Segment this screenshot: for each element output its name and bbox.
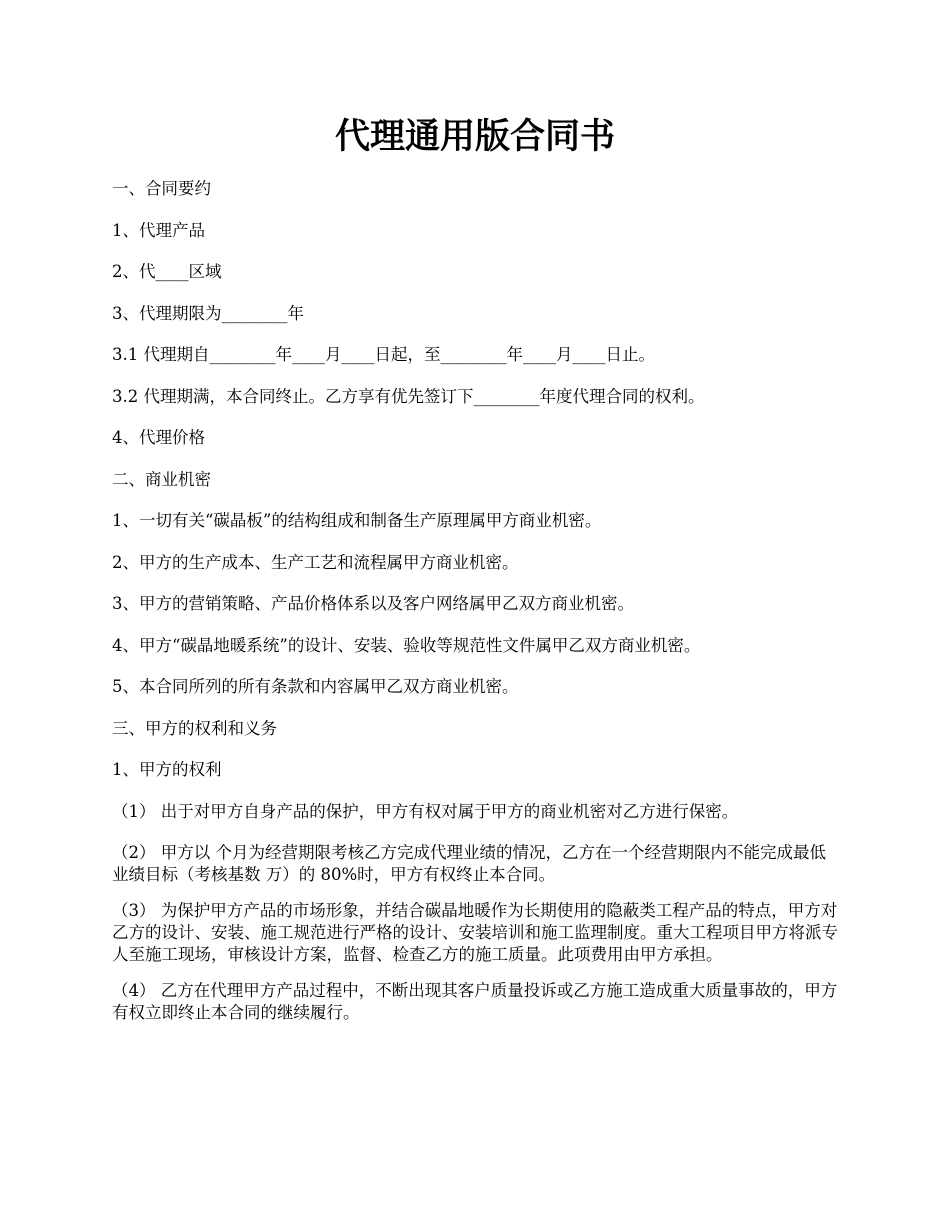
clause-agency-period: 3.1 代理期自________年____月____日起，至________年____月____日止。 — [112, 345, 655, 364]
section-heading-party-a-rights: 三、甲方的权利和义务 — [112, 718, 277, 738]
clause-agency-price: 4、代理价格 — [112, 428, 205, 447]
clause-right-3: （3） 为保护甲方产品的市场形象，并结合碳晶地暖作为长期使用的隐蔽类工程产品的特点，甲方对乙方的设计、安装、施工规范进行严格的设计、安装培训和施工监理制度。重大工程项目甲方将派专人至施工现场，审核设计方案，监督、检查乙方的施工质量。此项费用由甲方承担。 — [112, 901, 838, 964]
clause-secret-3: 3、甲方的营销策略、产品价格体系以及客户网络属甲乙双方商业机密。 — [112, 594, 634, 613]
subsection-heading-party-a-rights: 1、甲方的权利 — [112, 760, 222, 779]
clause-agency-term: 3、代理期限为________年 — [112, 303, 304, 323]
section-heading-trade-secrets: 二、商业机密 — [112, 469, 211, 489]
clause-agency-expiry: 3.2 代理期满，本合同终止。乙方享有优先签订下________年度代理合同的权利。 — [112, 386, 705, 406]
clause-secret-4: 4、甲方“碳晶地暖系统”的设计、安装、验收等规范性文件属甲乙双方商业机密。 — [112, 635, 701, 655]
document-title: 代理通用版合同书 — [334, 116, 615, 157]
clause-agency-region: 2、代____区域 — [112, 262, 222, 281]
clause-agency-product: 1、代理产品 — [112, 220, 205, 240]
clause-right-4: （4） 乙方在代理甲方产品过程中，不断出现其客户质量投诉或乙方施工造成重大质量事故的，甲方有权立即终止本合同的继续履行。 — [112, 981, 838, 1022]
section-heading-contract-offer: 一、合同要约 — [112, 179, 211, 198]
clause-secret-2: 2、甲方的生产成本、生产工艺和流程属甲方商业机密。 — [112, 552, 519, 572]
document-body — [112, 178, 842, 1038]
clause-secret-5: 5、本合同所列的所有条款和内容属甲乙双方商业机密。 — [112, 677, 519, 696]
clause-secret-1: 1、一切有关“碳晶板”的结构组成和制备生产原理属甲方商业机密。 — [112, 511, 602, 530]
clause-right-2: （2） 甲方以 个月为经营期限考核乙方完成代理业绩的情况，乙方在一个经营期限内不能完成最低业绩目标（考核基数 万）的 80%时，甲方有权终止本合同。 — [112, 843, 826, 884]
clause-right-1: （1） 出于对甲方自身产品的保护，甲方有权对属于甲方的商业机密对乙方进行保密。 — [112, 801, 739, 821]
